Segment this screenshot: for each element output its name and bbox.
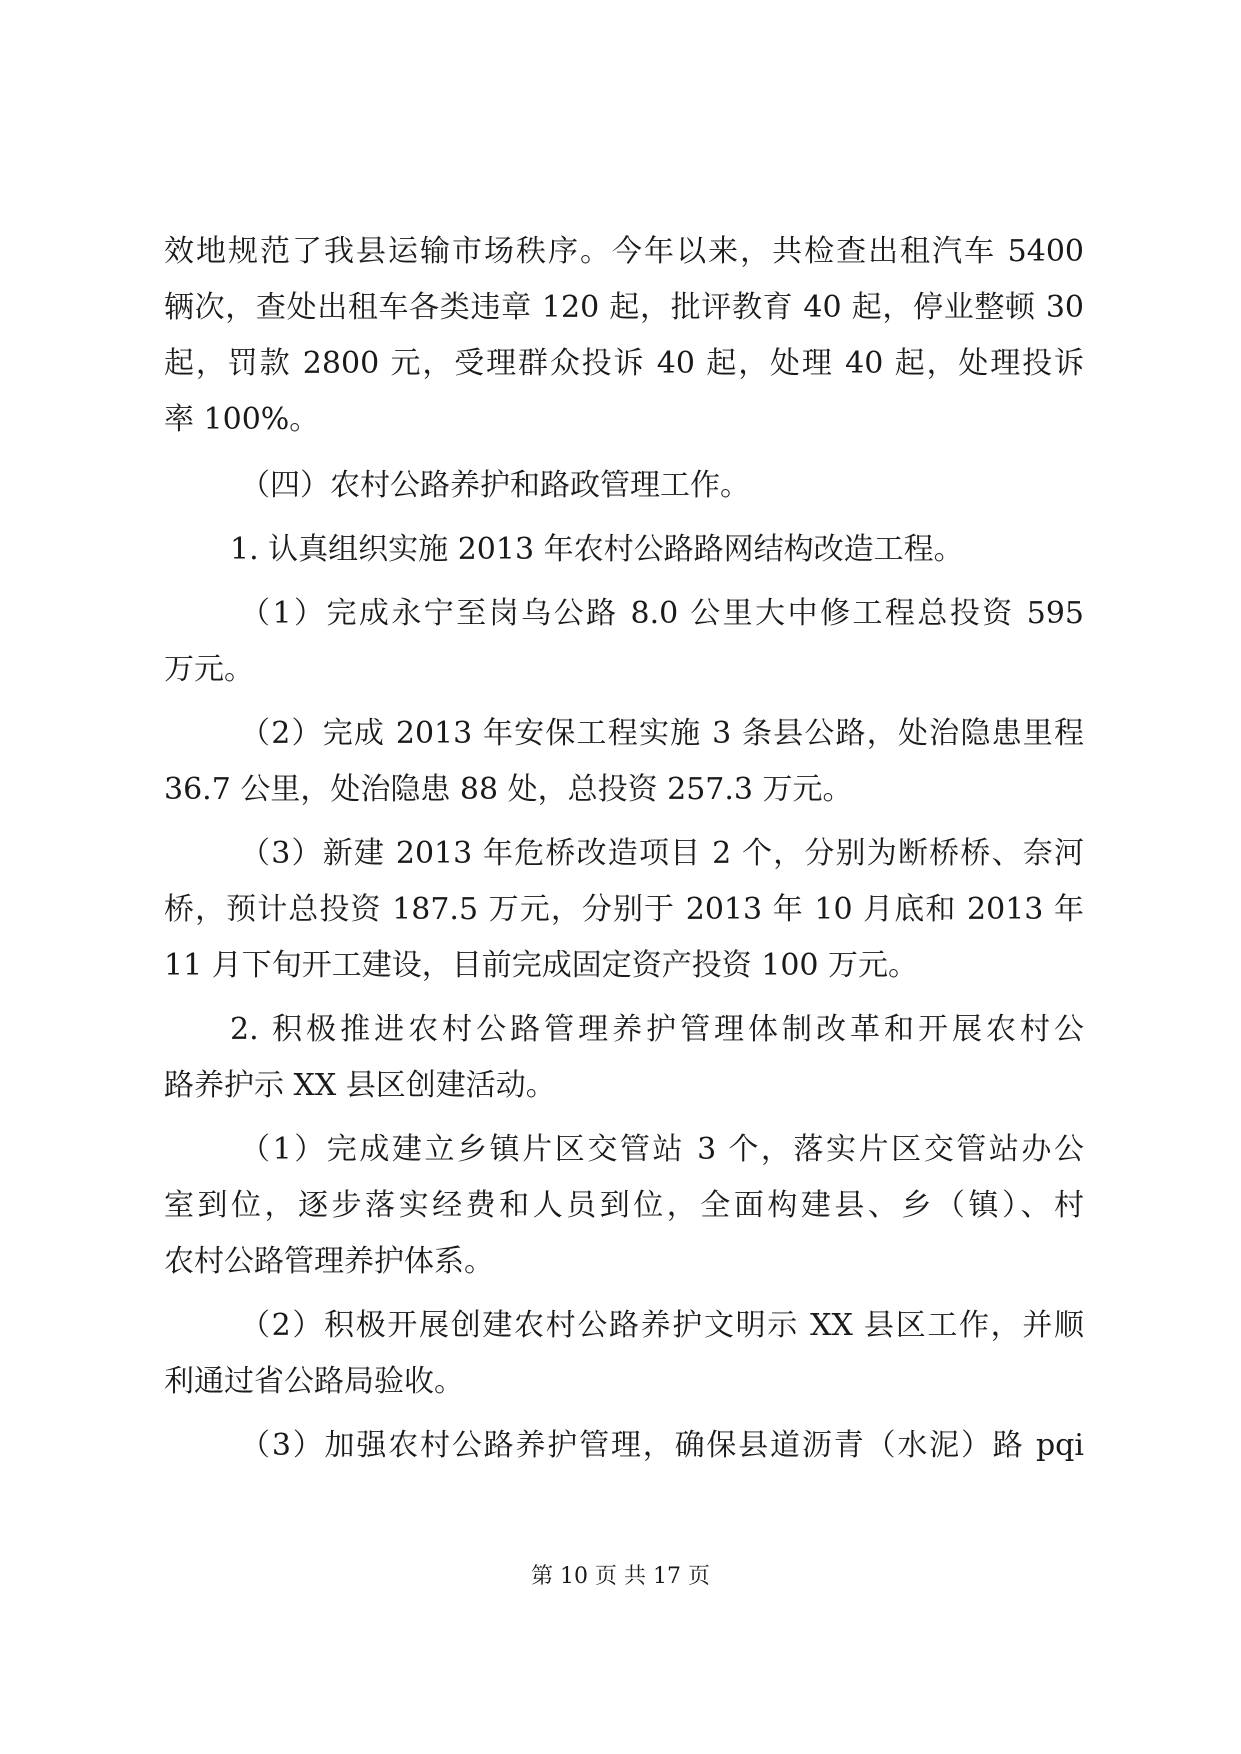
subsection-heading: 1. 认真组织实施 2013 年农村公路路网结构改造工程。 (230, 532, 964, 567)
text-line: 室到位，逐步落实经费和人员到位，全面构建县、乡（镇）、村 (164, 1188, 1084, 1223)
text-line: 辆次，查处出租车各类违章 120 起，批评教育 40 起，停业整顿 30 (164, 290, 1084, 325)
text-line: 桥，预计总投资 187.5 万元，分别于 2013 年 10 月底和 2013 年 (164, 892, 1084, 927)
text-line: 效地规范了我县运输市场秩序。今年以来，共检查出租汽车 5400 (164, 234, 1084, 269)
text-line: 起，罚款 2800 元，受理群众投诉 40 起，处理 40 起，处理投诉 (164, 346, 1084, 381)
text-line: 率 100%。 (164, 402, 320, 437)
text-line: （1）完成永宁至岗乌公路 8.0 公里大中修工程总投资 595 (240, 596, 1084, 631)
text-line: 利通过省公路局验收。 (164, 1364, 464, 1399)
text-line: （2）完成 2013 年安保工程实施 3 条县公路，处治隐患里程 (240, 716, 1084, 751)
text-line: 万元。 (164, 652, 254, 687)
text-line: 11 月下旬开工建设，目前完成固定资产投资 100 万元。 (164, 948, 919, 983)
page-number-footer: 第 10 页 共 17 页 (531, 1564, 710, 1589)
text-line: （3）新建 2013 年危桥改造项目 2 个，分别为断桥桥、奈河 (240, 836, 1084, 871)
text-line: （3）加强农村公路养护管理，确保县道沥青（水泥）路 pqi (240, 1428, 1084, 1463)
text-line: （2）积极开展创建农村公路养护文明示 XX 县区工作，并顺 (240, 1308, 1084, 1343)
text-line: 36.7 公里，处治隐患 88 处，总投资 257.3 万元。 (164, 772, 853, 807)
text-line: 农村公路管理养护体系。 (164, 1244, 494, 1279)
text-line: 路养护示 XX 县区创建活动。 (164, 1068, 556, 1103)
subsection-heading: 2. 积极推进农村公路管理养护管理体制改革和开展农村公 (230, 1012, 1084, 1047)
section-heading: （四）农村公路养护和路政管理工作。 (240, 468, 750, 503)
text-line: （1）完成建立乡镇片区交管站 3 个，落实片区交管站办公 (240, 1132, 1084, 1167)
